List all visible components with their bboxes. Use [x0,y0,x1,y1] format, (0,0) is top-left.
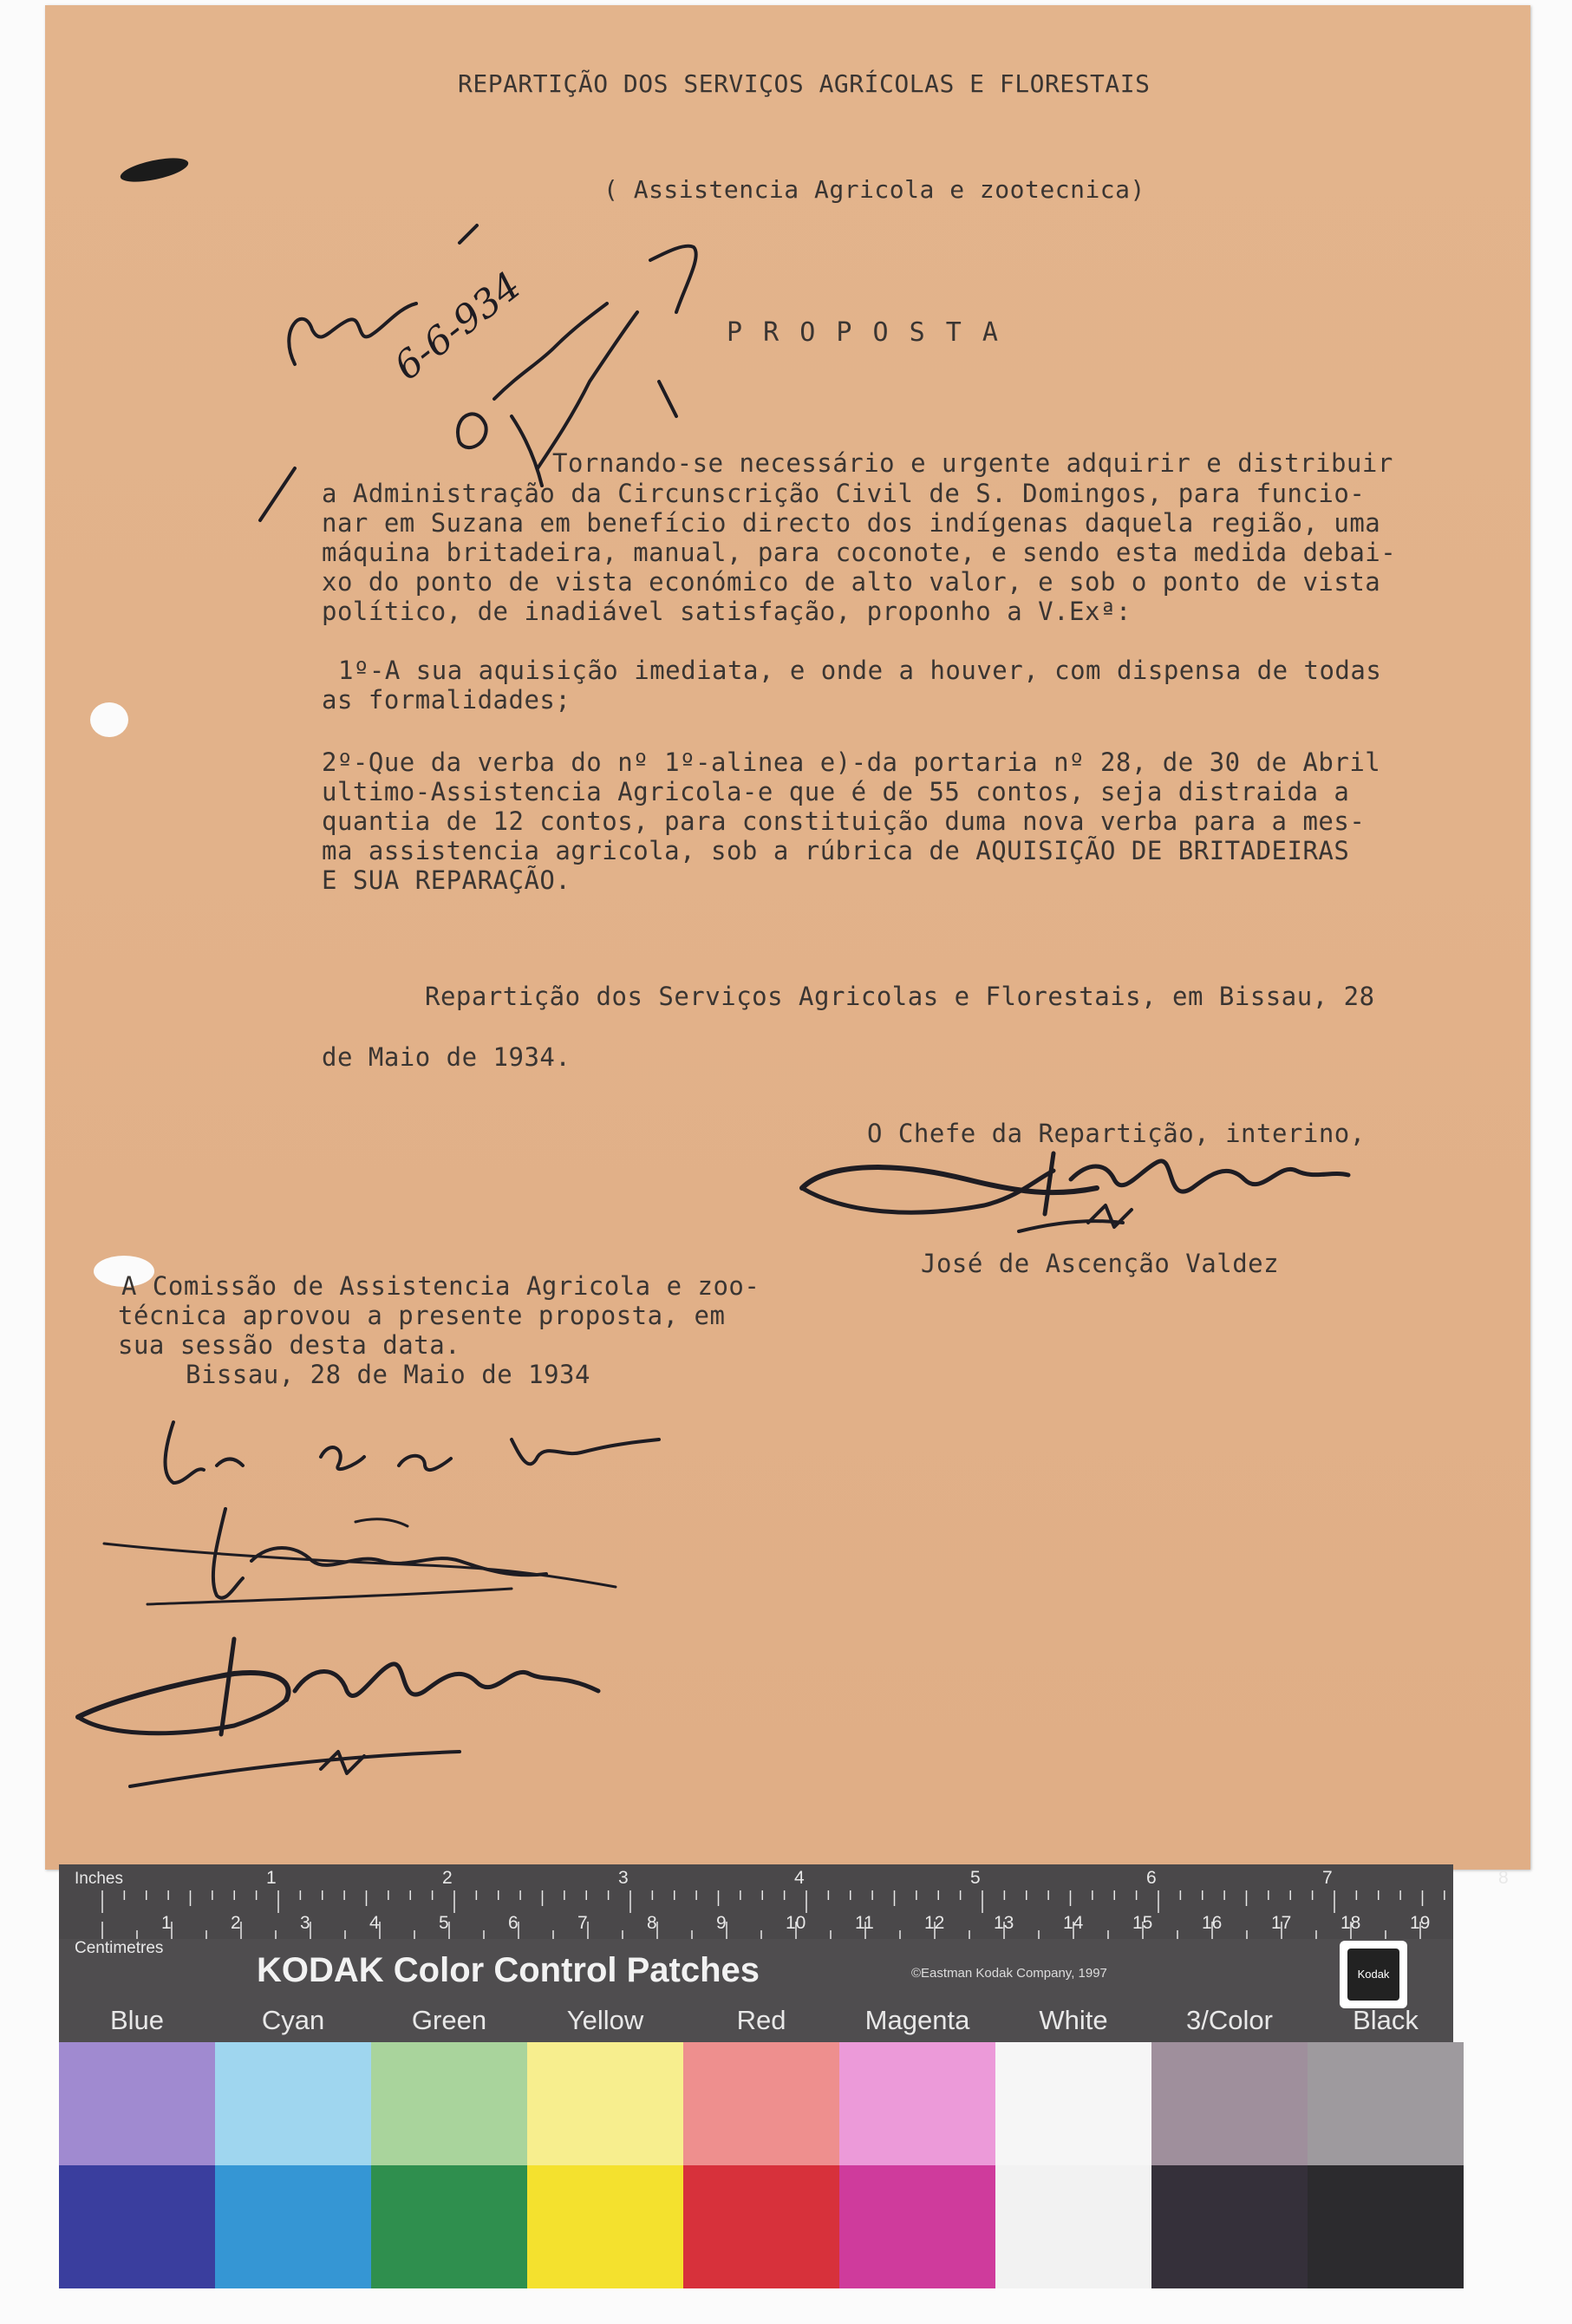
item-line: ma assistencia agricola, sob a rúbrica de AQUISIÇÃO DE BRITADEIRAS [322,836,1350,865]
patch-light-3-color [1151,2042,1308,2165]
cm-number: 13 [994,1913,1014,1933]
patch-light-red [683,2042,839,2165]
cm-number: 16 [1202,1913,1223,1933]
approval-line: técnica aprovou a presente proposta, em [118,1301,726,1330]
inches-label: Inches [75,1870,123,1888]
cm-number: 4 [369,1913,380,1933]
inch-number: 4 [794,1868,805,1888]
cm-number: 8 [647,1913,657,1933]
body-line: a Administração da Circunscrição Civil de S. Domingos, para funcio- [322,479,1366,508]
item-line: quantia de 12 contos, para constituição duma nova verba para a mes- [322,806,1366,836]
patch-label-3-color: 3/Color [1186,2005,1273,2035]
margin-note-date: 6-6-934 [386,263,530,389]
inch-number: 6 [1146,1868,1157,1888]
item-line: 2º-Que da verba do nº 1º-alinea e)-da portaria nº 28, de 30 de Abril [322,747,1381,777]
letterhead: REPARTIÇÃO DOS SERVIÇOS AGRÍCOLAS E FLORESTAIS [458,69,1151,98]
item-line: ultimo-Assistencia Agricola-e que é de 55 contos, seja distraida a [322,777,1350,806]
inch-number: 7 [1322,1868,1333,1888]
patch-light-yellow [527,2042,683,2165]
patch-light-blue [59,2042,215,2165]
cm-number: 10 [786,1913,806,1933]
inch-number: 5 [970,1868,981,1888]
patch-light-magenta [839,2042,995,2165]
cm-number: 7 [577,1913,588,1933]
approval-line: A Comissão de Assistencia Agricola e zoo- [121,1271,760,1301]
patch-dark-red [683,2165,839,2288]
cm-number: 2 [231,1913,241,1933]
punch-hole [90,702,128,737]
cm-number: 6 [508,1913,519,1933]
cm-number: 12 [924,1913,945,1933]
patch-light-white [995,2042,1151,2165]
body-line: Tornando-se necessário e urgente adquirir e distribuir [552,448,1393,478]
patch-dark-white [995,2165,1151,2288]
body-line: xo do ponto de vista económico de alto valor, e sob o ponto de vista [322,567,1381,597]
patch-label-cyan: Cyan [261,2005,325,2035]
patch-label-red: Red [736,2005,786,2035]
patch-label-blue: Blue [109,2005,165,2035]
cm-number: 1 [161,1913,172,1933]
body-line: máquina britadeira, manual, para coconote, e sendo esta medida debai- [322,538,1397,567]
item-line: as formalidades; [322,685,571,715]
approval-date: Bissau, 28 de Maio de 1934 [186,1360,590,1389]
cm-number: 19 [1410,1913,1431,1933]
signer-role: O Chefe da Repartição, interino, [867,1119,1366,1148]
patch-light-green [371,2042,527,2165]
cm-number: 18 [1340,1913,1361,1933]
subheader: ( Assistencia Agricola e zootecnica) [603,175,1145,204]
patch-label-green: Green [411,2005,487,2035]
cm-number: 15 [1132,1913,1153,1933]
approval-line: sua sessão desta data. [118,1330,461,1360]
patch-light-black [1308,2042,1464,2165]
signature-chief [793,1127,1418,1266]
cm-number: 11 [855,1913,874,1933]
patch-dark-magenta [839,2165,995,2288]
target-title: KODAK Color Control Patches [257,1951,760,1989]
document-title: P R O P O S T A [727,317,1001,348]
handwritten-margin-note [243,156,763,555]
patch-dark-blue [59,2165,215,2288]
cm-number: 9 [716,1913,727,1933]
signature-commission-2 [95,1492,633,1622]
patch-label-white: White [1039,2005,1108,2035]
cm-number: 14 [1063,1913,1084,1933]
body-line: nar em Suzana em benefício directo dos indígenas daquela região, uma [322,508,1381,538]
patch-light-cyan [215,2042,371,2165]
patch-label-yellow: Yellow [566,2005,644,2035]
cm-number: 3 [300,1913,310,1933]
inch-number: 1 [266,1868,277,1888]
centimetres-label: Centimetres [75,1939,164,1957]
patch-label-black: Black [1353,2005,1419,2035]
patch-dark-black [1308,2165,1464,2288]
inch-number: 8 [1498,1868,1509,1888]
kodak-logo-text: Kodak [1347,1949,1399,2001]
inch-number: 2 [442,1868,453,1888]
signer-name: José de Ascenção Valdez [921,1249,1280,1278]
measurement-ruler [59,1864,1509,1957]
patch-dark-3-color [1151,2165,1308,2288]
item-line: E SUA REPARAÇÃO. [322,865,571,895]
cm-number: 17 [1271,1913,1292,1933]
kodak-color-target [59,1864,1509,2283]
patch-dark-yellow [527,2165,683,2288]
place-date-line: Repartição dos Serviços Agricolas e Florestais, em Bissau, 28 [425,982,1375,1011]
signature-commission-3 [61,1613,650,1804]
kodak-logo [1340,1941,1407,2008]
item-line: 1º-A sua aquisição imediata, e onde a houver, com dispensa de todas [338,656,1382,685]
patch-dark-green [371,2165,527,2288]
inch-number: 3 [618,1868,629,1888]
cm-number: 5 [439,1913,449,1933]
target-copyright: ©Eastman Kodak Company, 1997 [911,1966,1107,1981]
body-line: político, de inadiável satisfação, proponho a V.Exª: [322,597,1132,626]
patch-label-magenta: Magenta [864,2005,970,2035]
place-date-line: de Maio de 1934. [322,1042,571,1072]
patch-dark-cyan [215,2165,371,2288]
